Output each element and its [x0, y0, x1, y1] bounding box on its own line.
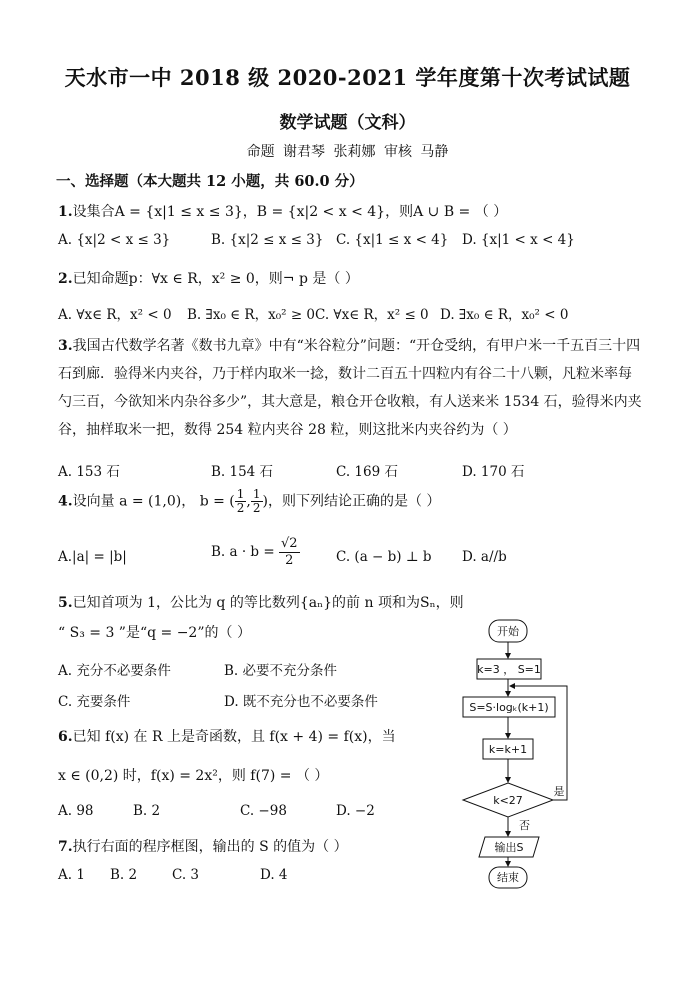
flow-end-label: 结束: [497, 871, 519, 884]
fraction-numerator: 1: [236, 487, 245, 501]
page-title: 天水市一中 2018 级 2020-2021 学年度第十次考试试题: [64, 65, 631, 90]
q5-option-c: C. 充要条件: [58, 694, 131, 710]
fraction-numerator: 1: [252, 487, 261, 501]
question-stem: 我国古代数学名著《数书九章》中有“米谷粒分”问题：“开仓受纳，有甲户米一千五百三十四石到廊．验得米内夹谷，乃于样内取米一捻，数计二百五十四粒内有谷二十八颗，凡粒米率每勺三百，今欲知米内杂谷多少”，其大意是，粮仓开仓收粮，有人送来米 1534 石，验得米内夹谷，抽样取米一把，数得 254 粒内夹谷 28 粒，则这批米内夹谷约为（ ）: [58, 338, 642, 438]
question-stem-part: )，则下列结论正确的是（ ）: [262, 493, 441, 510]
section-title: 一、选择题（本大题共 12 小题，共 60.0 分）: [56, 173, 364, 190]
question-1: [58, 201, 507, 221]
q6-option-d: D. −2: [336, 803, 375, 819]
q2-option-c: C. ∀x∈ R，x² ≤ 0: [315, 307, 429, 323]
q2-option-b: B. ∃x₀ ∈ R，x₀² ≥ 0: [187, 307, 316, 323]
authors-line: 命题 谢君琴 张莉娜 审核 马静: [246, 144, 449, 160]
q2-option-d: D. ∃x₀ ∈ R，x₀² < 0: [440, 307, 569, 323]
flowchart: [455, 616, 575, 892]
q5-option-b: B. 必要不充分条件: [224, 663, 338, 679]
q1-option-d: D. {x|1 < x < 4}: [462, 232, 575, 248]
question-6: [58, 726, 396, 746]
question-5-line2: “ S₃ = 3 ”是“q = −2”的（ ）: [58, 625, 251, 641]
fraction: [235, 488, 247, 515]
question-3: [58, 332, 642, 444]
question-number: 6.: [58, 729, 73, 745]
flow-condition-label: k<27: [493, 794, 523, 807]
q3-option-a: A. 153 石: [58, 464, 120, 480]
question-6-line2: x ∈ (0,2) 时，f(x) = 2x²，则 f(7) = （ ）: [58, 768, 329, 784]
q6-option-c: C. −98: [240, 803, 287, 819]
fraction: [251, 488, 263, 515]
question-5: [58, 592, 464, 612]
question-number: 7.: [58, 839, 73, 855]
flow-init-label: k=3 ， S=1: [477, 663, 541, 676]
flow-step2-label: k=k+1: [488, 743, 528, 756]
question-number: 5.: [58, 595, 73, 611]
q4-option-d: D. a//b: [462, 549, 507, 565]
question-4: [58, 488, 440, 515]
q2-option-a: A. ∀x∈ R，x² < 0: [58, 307, 172, 323]
q5-option-d: D. 既不充分也不必要条件: [224, 694, 378, 710]
q5-option-a: A. 充分不必要条件: [58, 663, 171, 679]
fraction-denominator: 2: [285, 553, 294, 568]
question-number: 4.: [58, 493, 73, 510]
q6-option-a: A. 98: [58, 803, 94, 819]
question-stem: 已知首项为 1，公比为 q 的等比数列{aₙ}的前 n 项和为Sₙ，则: [72, 595, 464, 611]
question-number: 3.: [58, 338, 73, 354]
question-stem: 已知 f(x) 在 R 上是奇函数，且 f(x + 4) = f(x)，当: [72, 729, 396, 745]
q7-option-b: B. 2: [110, 867, 138, 883]
option-b-text: B. a · b =: [211, 544, 275, 560]
q1-option-a: A. {x|2 < x ≤ 3}: [58, 232, 171, 248]
q3-option-d: D. 170 石: [462, 464, 525, 480]
q7-option-c: C. 3: [172, 867, 200, 883]
flow-output-label: 输出S: [494, 841, 524, 854]
question-stem: 已知命题p：∀x ∈ R，x² ≥ 0，则¬ p 是（ ）: [72, 271, 359, 287]
q7-option-d: D. 4: [260, 867, 288, 883]
q1-option-c: C. {x|1 ≤ x < 4}: [336, 232, 449, 248]
flow-start-label: 开始: [497, 625, 519, 638]
flow-yes-label: 是: [553, 785, 565, 798]
question-stem-part: b = (: [199, 493, 235, 510]
fraction-denominator: 2: [252, 501, 261, 515]
question-2: [58, 268, 359, 288]
flow-no-label: 否: [519, 819, 530, 832]
fraction-numerator: √2: [280, 536, 298, 551]
question-7: [58, 836, 348, 856]
q4-option-b: [211, 536, 300, 569]
comma: ,: [246, 493, 251, 510]
q4-option-c: C. (a − b) ⊥ b: [336, 549, 432, 565]
page-subtitle: 数学试题（文科）: [279, 113, 416, 133]
q3-option-b: B. 154 石: [211, 464, 274, 480]
q3-option-c: C. 169 石: [336, 464, 398, 480]
q1-option-b: B. {x|2 ≤ x ≤ 3}: [211, 232, 324, 248]
q6-option-b: B. 2: [133, 803, 161, 819]
question-stem: 设集合A = {x|1 ≤ x ≤ 3}，B = {x|2 < x < 4}，则A ∪ B = （ ）: [72, 204, 508, 220]
fraction-denominator: 2: [236, 501, 245, 515]
q4-option-a: A.|a| = |b|: [58, 549, 127, 565]
question-stem: 执行右面的程序框图，输出的 S 的值为（ ）: [72, 839, 348, 855]
question-number: 1.: [58, 204, 73, 220]
q7-option-a: A. 1: [58, 867, 85, 883]
question-stem-part: 设向量 a = (1,0)，: [72, 493, 196, 510]
flow-step1-label: S=S·logₖ(k+1): [469, 701, 549, 714]
question-number: 2.: [58, 271, 73, 287]
fraction: [279, 536, 300, 569]
